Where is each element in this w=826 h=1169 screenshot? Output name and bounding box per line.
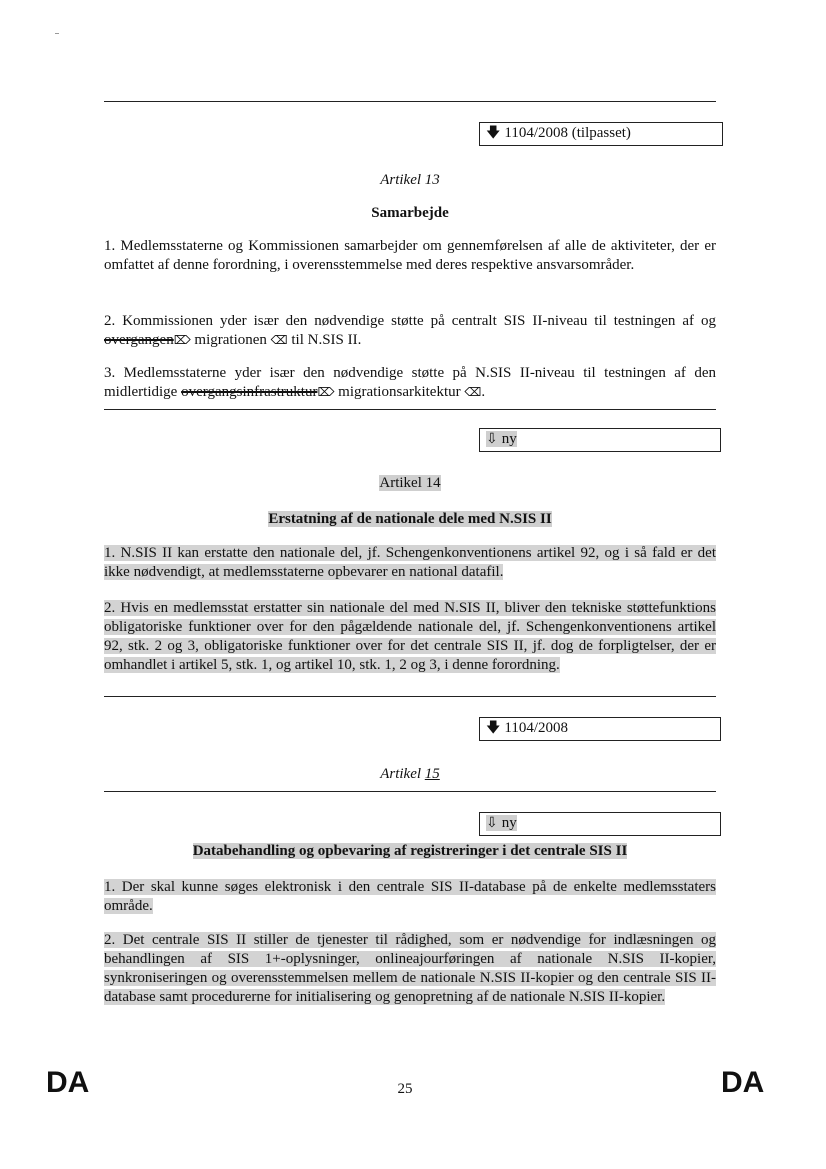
insert-start-marker-icon: ⌦: [173, 333, 191, 347]
arrow-down-outline-icon: ⇩: [486, 815, 498, 831]
p3-inserted-text: migrationsarkitektur: [338, 384, 461, 400]
article-13-paragraph-1: 1. Medlemsstaterne og Kommissionen samarbejder om gennemførelsen af alle de aktiviteter, der er omfattet af denne forordning, i overensstemmelse med deres respektive ansvarsområder.: [104, 238, 716, 273]
article-14-paragraph-2: 2. Hvis en medlemsstat erstatter sin nationale del med N.SIS II, bliver den tekniske støttefunktions obligatoriske funktioner over for den pågældende nationale del, jf. Schengenkonventionens artikel 92, stk. 2 og 3, obligatoriske funktioner over for det centrale SIS II, jf. dog de forpligtelser, der er omhandlet i artikel 5, stk. 1, og artikel 10, stk. 1, 2 og 3, i denne forordning.: [104, 600, 716, 673]
article-13-title: Samarbejde: [371, 205, 449, 221]
article-14-paragraph-1: 1. N.SIS II kan erstatte den nationale del, jf. Schengenkonventionens artikel 92, og i så fald er det ikke nødvendigt, at medlemsstaterne opbevarer en national datafil.: [104, 545, 716, 580]
source-box-label: ny: [501, 431, 517, 447]
article-15-paragraph-1: 1. Der skal kunne søges elektronisk i den centrale SIS II-database på de enkelte medlemsstaters område.: [104, 879, 716, 914]
article-15-title: Databehandling og opbevaring af registreringer i det centrale SIS II: [192, 843, 628, 859]
rule-before-article-15-box: [104, 791, 716, 792]
footer-language-right: DA: [721, 1066, 765, 1099]
footer-language-left: DA: [46, 1066, 90, 1099]
p2-text-start: 2. Kommissionen yder især den nødvendige støtte på centralt SIS II-niveau til testningen af og: [104, 313, 716, 329]
rule-after-article-13: [104, 409, 716, 410]
source-box-1104-adapted: [479, 122, 723, 146]
arrow-down-solid-icon: 🡇: [486, 125, 501, 141]
article-14-number: Artikel 14: [379, 475, 441, 491]
article-13-paragraph-2: [104, 312, 716, 350]
source-box-1104: [479, 717, 721, 741]
article-13-paragraph-3: [104, 364, 716, 402]
p3-deleted-text: overgangsinfrastruktur: [181, 384, 318, 400]
source-box-label: 1104/2008 (tilpasset): [504, 125, 631, 141]
article-15-number: Artikel 15: [380, 766, 440, 782]
p2-inserted-text: migrationen: [194, 332, 267, 348]
source-box-label: ny: [501, 815, 517, 831]
arrow-down-outline-icon: ⇩: [486, 431, 498, 447]
insert-end-marker-icon: ⌫: [464, 385, 482, 399]
source-box-new-2: [479, 812, 721, 836]
source-box-new-1: [479, 428, 721, 452]
insert-end-marker-icon: ⌫: [270, 333, 288, 347]
article-14-title: Erstatning af de nationale dele med N.SIS II: [268, 511, 552, 527]
p3-text-start: 3. Medlemsstaterne yder især den nødvendige støtte på N.SIS II-niveau til testningen af den midlertidige: [104, 365, 716, 400]
page-number: 25: [397, 1081, 413, 1097]
p3-text-end: .: [481, 384, 486, 400]
article-13-number: Artikel 13: [380, 172, 440, 188]
arrow-down-solid-icon: 🡇: [486, 720, 501, 736]
top-rule: [104, 101, 716, 102]
scan-speck: [55, 33, 59, 34]
p2-deleted-text: overgangen: [104, 332, 174, 348]
source-box-label: 1104/2008: [504, 720, 569, 736]
p2-text-end: til N.SIS II.: [291, 332, 362, 348]
article-15-paragraph-2: 2. Det centrale SIS II stiller de tjenester til rådighed, som er nødvendige for indlæsningen og behandlingen af SIS 1+-oplysninger, onlineajourføringen af nationale N.SIS II-kopier, synkroniseringen og overensstemmelsen mellem de nationale N.SIS II-kopier og den centrale SIS II-database samt procedurerne for initialisering og genopretning af de nationale N.SIS II-kopier.: [104, 932, 716, 1005]
rule-after-article-14: [104, 696, 716, 697]
insert-start-marker-icon: ⌦: [317, 385, 335, 399]
